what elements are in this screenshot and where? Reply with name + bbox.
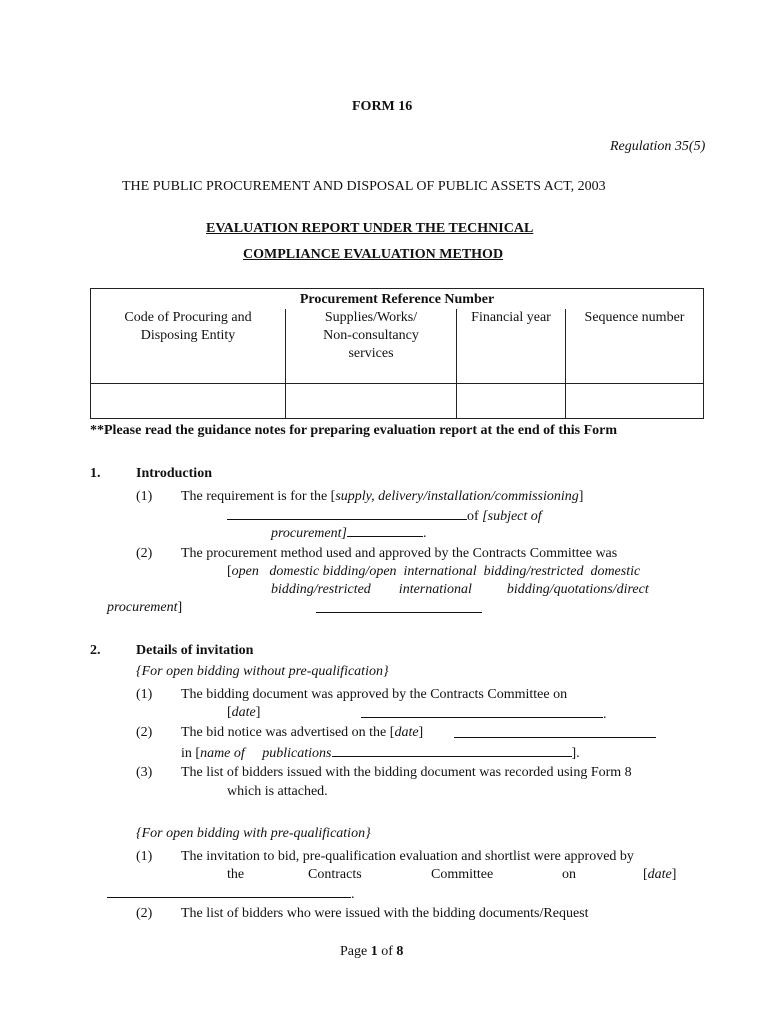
table-header xyxy=(91,289,704,310)
s2-item3-number: (3) xyxy=(136,765,153,780)
s2-item4-word-date: [date] xyxy=(643,867,677,882)
s2-subheading-without-prequal: {For open bidding without pre-qualification} xyxy=(136,664,389,679)
s1-item1-line1: The requirement is for the [supply, delivery/installation/commissioning] xyxy=(181,489,584,504)
guidance-note: **Please read the guidance notes for preparing evaluation report at the end of this Form xyxy=(90,423,618,438)
s2-item4-word-on: on xyxy=(562,867,576,882)
shortlist-date-blank[interactable] xyxy=(107,884,351,898)
s1-item2-line2: [open domestic bidding/open international bidding/restricted domestic xyxy=(227,564,641,579)
s1-item1-number: (1) xyxy=(136,489,153,504)
s2-item1-line1: The bidding document was approved by the Contracts Committee on xyxy=(181,687,568,702)
report-title-line1: EVALUATION REPORT UNDER THE TECHNICAL xyxy=(206,221,534,236)
col-type-line3: services xyxy=(348,346,394,361)
table-col-type xyxy=(286,309,457,384)
section1-title: Introduction xyxy=(136,466,212,481)
s2-subheading-with-prequal: {For open bidding with pre-qualification} xyxy=(136,826,371,841)
s2-item4-number: (1) xyxy=(136,849,153,864)
s2-item4-line3: . xyxy=(107,884,355,904)
s2-item1-line2: [date] xyxy=(227,705,261,720)
s2-item4-word-contracts: Contracts xyxy=(308,867,362,882)
s2-item2-line1: The bid notice was advertised on the [date] xyxy=(181,725,424,740)
approval-date-blank[interactable] xyxy=(361,704,603,718)
advert-date-blank[interactable] xyxy=(454,724,656,738)
section2-number: 2. xyxy=(90,643,101,658)
s1-item1-line3: procurement] . xyxy=(271,523,426,543)
s2-item4-line1: The invitation to bid, pre-qualification evaluation and shortlist were approved by xyxy=(181,849,634,864)
s1-item2-line3: bidding/restricted international bidding/quotations/direct xyxy=(271,582,649,597)
s2-item3-line2: which is attached. xyxy=(227,784,328,799)
s1-item2-number: (2) xyxy=(136,546,153,561)
s2-item4-word-committee: Committee xyxy=(431,867,494,882)
s2-item5-number: (2) xyxy=(136,906,153,921)
col-year-label: Financial year xyxy=(471,310,551,325)
col-entity-line1: Code of Procuring and xyxy=(124,310,252,325)
subject-blank[interactable] xyxy=(227,506,467,520)
form-title: FORM 16 xyxy=(352,99,413,114)
s1-item1-line2: of [subject of xyxy=(227,506,542,526)
s1-item2-line1: The procurement method used and approved by the Contracts Committee was xyxy=(181,546,618,561)
publication-blank[interactable] xyxy=(332,743,572,757)
table-header-label: Procurement Reference Number xyxy=(299,292,495,307)
s2-item4-word-the: the xyxy=(227,867,245,882)
page-number: Page 1 of 8 xyxy=(340,944,404,959)
act-title: THE PUBLIC PROCUREMENT AND DISPOSAL OF PUBLIC ASSETS ACT, 2003 xyxy=(122,179,606,194)
s2-item3-line1: The list of bidders issued with the bidding document was recorded using Form 8 xyxy=(181,765,632,780)
s2-item1-number: (1) xyxy=(136,687,153,702)
s1-item2-line4: procurement] xyxy=(107,600,183,615)
col-entity-line2: Disposing Entity xyxy=(140,328,236,343)
section2-title: Details of invitation xyxy=(136,643,254,658)
input-cell-year[interactable] xyxy=(457,384,566,419)
procurement-reference-table xyxy=(90,288,704,419)
col-sequence-label: Sequence number xyxy=(584,310,685,325)
input-cell-sequence[interactable] xyxy=(566,384,704,419)
input-cell-type[interactable] xyxy=(286,384,457,419)
section1-number: 1. xyxy=(90,466,101,481)
col-type-line2: Non-consultancy xyxy=(323,328,419,343)
s2-item2-number: (2) xyxy=(136,725,153,740)
input-cell-entity[interactable] xyxy=(91,384,286,419)
procurement-blank[interactable] xyxy=(347,523,423,537)
table-col-year xyxy=(457,309,566,384)
regulation-reference: Regulation 35(5) xyxy=(610,139,706,154)
method-blank[interactable] xyxy=(316,599,482,613)
table-col-sequence xyxy=(566,309,704,384)
table-col-entity xyxy=(91,309,286,384)
report-title-line2: COMPLIANCE EVALUATION METHOD xyxy=(243,247,504,262)
col-type-line1: Supplies/Works/ xyxy=(324,310,418,325)
s2-item5-line1: The list of bidders who were issued with the bidding documents/Request xyxy=(181,906,589,921)
s2-item1-date-field: . xyxy=(361,704,607,724)
s2-item2-line2: in [name of publications ]. xyxy=(181,743,580,763)
